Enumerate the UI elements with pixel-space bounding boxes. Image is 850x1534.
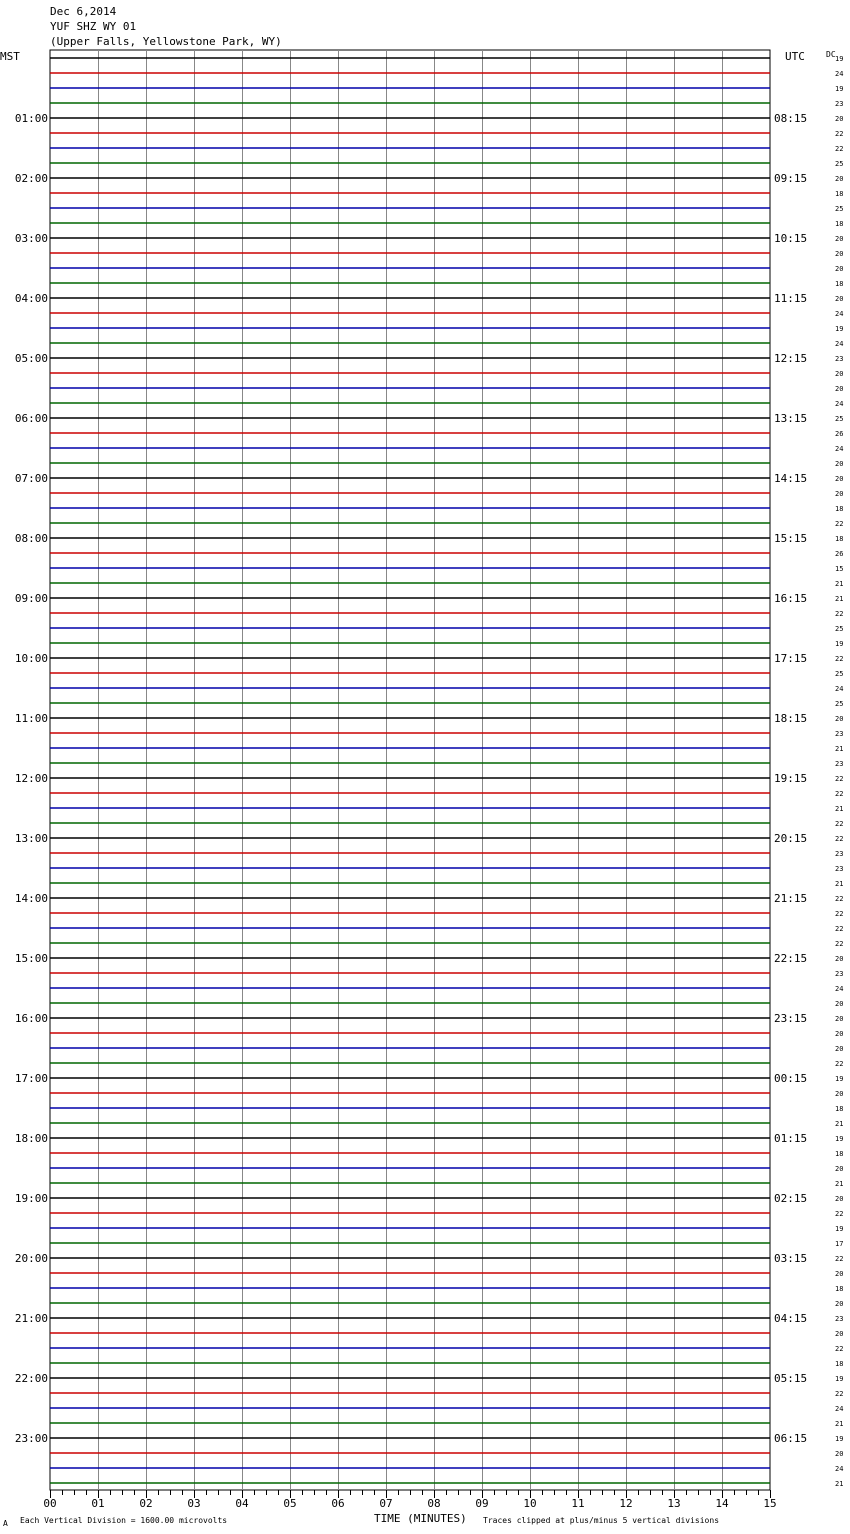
hour-label-mst: 20:00 — [14, 1252, 48, 1265]
hour-label-utc: 02:15 — [774, 1192, 808, 1205]
dc-offset-value: 25 — [835, 160, 844, 168]
dc-offset-value: 24 — [835, 340, 844, 348]
x-tick-label: 01 — [91, 1497, 105, 1510]
dc-offset-value: 25 — [835, 205, 844, 213]
dc-offset-value: 19 — [835, 1135, 844, 1143]
hour-label-utc: 01:15 — [774, 1132, 808, 1145]
dc-offset-value: 20 — [835, 1330, 844, 1338]
dc-offset-value: 26 — [835, 430, 844, 438]
dc-offset-value: 17 — [835, 1240, 844, 1248]
x-tick-label: 05 — [283, 1497, 297, 1510]
dc-offset-value: 24 — [835, 1405, 844, 1413]
dc-offset-value: 21 — [835, 1480, 844, 1488]
hour-label-mst: 21:00 — [14, 1312, 48, 1325]
dc-offset-value: 19 — [835, 1075, 844, 1083]
clip-note: Traces clipped at plus/minus 5 vertical divisions — [483, 1516, 720, 1525]
dc-offset-value: 20 — [835, 1165, 844, 1173]
dc-offset-value: 22 — [835, 1345, 844, 1353]
dc-offset-value: 20 — [835, 475, 844, 483]
x-tick-label: 02 — [139, 1497, 153, 1510]
dc-offset-value: 20 — [835, 1270, 844, 1278]
dc-offset-value: 20 — [835, 385, 844, 393]
hour-label-utc: 06:15 — [774, 1432, 808, 1445]
dc-offset-value: 23 — [835, 730, 844, 738]
x-tick-label: 10 — [523, 1497, 537, 1510]
dc-offset-value: 22 — [835, 1060, 844, 1068]
dc-offset-value: 19 — [835, 325, 844, 333]
dc-offset-value: 20 — [835, 235, 844, 243]
dc-offset-value: 20 — [835, 1300, 844, 1308]
dc-offset-value: 22 — [835, 610, 844, 618]
dc-offset-value: 18 — [835, 1285, 844, 1293]
dc-offset-value: 24 — [835, 1465, 844, 1473]
hour-label-mst: 19:00 — [14, 1192, 48, 1205]
x-tick-label: 09 — [475, 1497, 489, 1510]
dc-offset-value: 25 — [835, 700, 844, 708]
dc-offset-value: 22 — [835, 655, 844, 663]
dc-offset-value: 24 — [835, 70, 844, 78]
dc-offset-value: 20 — [835, 295, 844, 303]
dc-offset-value: 20 — [835, 1450, 844, 1458]
dc-offset-value: 20 — [835, 715, 844, 723]
x-tick-label: 12 — [619, 1497, 633, 1510]
x-tick-label: 15 — [763, 1497, 777, 1510]
dc-offset-value: 22 — [835, 775, 844, 783]
hour-label-mst: 11:00 — [14, 712, 48, 725]
dc-offset-value: 22 — [835, 145, 844, 153]
dc-offset-value: 18 — [835, 280, 844, 288]
record-date: Dec 6,2014 — [50, 5, 117, 18]
dc-offset-value: 20 — [835, 370, 844, 378]
dc-offset-value: 21 — [835, 1420, 844, 1428]
dc-offset-value: 23 — [835, 970, 844, 978]
x-tick-label: 11 — [571, 1497, 585, 1510]
dc-offset-value: 21 — [835, 880, 844, 888]
hour-label-utc: 09:15 — [774, 172, 808, 185]
hour-label-mst: 10:00 — [14, 652, 48, 665]
hour-label-utc: 22:15 — [774, 952, 808, 965]
dc-offset-value: 26 — [835, 550, 844, 558]
dc-offset-value: 18 — [835, 1360, 844, 1368]
dc-offset-value: 22 — [835, 820, 844, 828]
dc-offset-value: 22 — [835, 1210, 844, 1218]
dc-offset-value: 22 — [835, 835, 844, 843]
dc-offset-value: 20 — [835, 265, 844, 273]
dc-offset-value: 22 — [835, 895, 844, 903]
left-timezone-label: MST — [0, 50, 20, 63]
hour-label-mst: 12:00 — [14, 772, 48, 785]
dc-offset-value: 23 — [835, 1315, 844, 1323]
time-axis-title: TIME (MINUTES) — [374, 1512, 467, 1525]
hour-label-mst: 14:00 — [14, 892, 48, 905]
dc-offset-value: 19 — [835, 640, 844, 648]
dc-offset-value: 22 — [835, 925, 844, 933]
x-tick-label: 13 — [667, 1497, 681, 1510]
dc-offset-value: 20 — [835, 115, 844, 123]
dc-offset-value: 23 — [835, 850, 844, 858]
hour-label-mst: 08:00 — [14, 532, 48, 545]
dc-offset-value: 25 — [835, 670, 844, 678]
hour-label-utc: 21:15 — [774, 892, 808, 905]
dc-offset-value: 20 — [835, 250, 844, 258]
dc-offset-value: 19 — [835, 1375, 844, 1383]
dc-offset-value: 18 — [835, 1105, 844, 1113]
hour-label-mst: 23:00 — [14, 1432, 48, 1445]
hour-label-utc: 04:15 — [774, 1312, 808, 1325]
dc-offset-value: 22 — [835, 790, 844, 798]
hour-label-mst: 09:00 — [14, 592, 48, 605]
hour-label-utc: 00:15 — [774, 1072, 808, 1085]
dc-offset-value: 18 — [835, 505, 844, 513]
dc-offset-value: 24 — [835, 685, 844, 693]
hour-label-utc: 08:15 — [774, 112, 808, 125]
hour-label-utc: 10:15 — [774, 232, 808, 245]
x-tick-label: 06 — [331, 1497, 345, 1510]
dc-offset-value: 20 — [835, 1000, 844, 1008]
plot-frame — [50, 50, 770, 1490]
dc-offset-value: 20 — [835, 460, 844, 468]
hour-label-utc: 12:15 — [774, 352, 808, 365]
hour-label-utc: 18:15 — [774, 712, 808, 725]
dc-offset-value: 23 — [835, 760, 844, 768]
dc-offset-value: 18 — [835, 190, 844, 198]
x-tick-label: 00 — [43, 1497, 57, 1510]
dc-offset-value: 20 — [835, 1015, 844, 1023]
vertical-scale-note: Each Vertical Division = 1600.00 microvolts — [20, 1516, 228, 1525]
scale-mark: A — [3, 1519, 8, 1528]
hour-label-utc: 05:15 — [774, 1372, 808, 1385]
dc-offset-value: 19 — [835, 55, 844, 63]
dc-offset-value: 15 — [835, 565, 844, 573]
hour-label-utc: 17:15 — [774, 652, 808, 665]
dc-offset-value: 25 — [835, 625, 844, 633]
hour-label-mst: 22:00 — [14, 1372, 48, 1385]
right-timezone-label: UTC — [785, 50, 805, 63]
dc-offset-value: 21 — [835, 1120, 844, 1128]
dc-offset-header: DC — [826, 50, 836, 59]
hour-label-mst: 06:00 — [14, 412, 48, 425]
station-location: (Upper Falls, Yellowstone Park, WY) — [50, 35, 282, 48]
dc-offset-value: 23 — [835, 355, 844, 363]
hour-label-mst: 02:00 — [14, 172, 48, 185]
x-tick-label: 04 — [235, 1497, 249, 1510]
dc-offset-value: 20 — [835, 1030, 844, 1038]
dc-offset-value: 18 — [835, 1150, 844, 1158]
hour-label-mst: 16:00 — [14, 1012, 48, 1025]
x-tick-label: 08 — [427, 1497, 441, 1510]
hour-label-mst: 05:00 — [14, 352, 48, 365]
dc-offset-value: 22 — [835, 910, 844, 918]
dc-offset-value: 20 — [835, 1045, 844, 1053]
hour-label-mst: 07:00 — [14, 472, 48, 485]
hour-label-mst: 04:00 — [14, 292, 48, 305]
hour-label-utc: 19:15 — [774, 772, 808, 785]
dc-offset-value: 20 — [835, 175, 844, 183]
hour-label-utc: 23:15 — [774, 1012, 808, 1025]
hour-label-mst: 17:00 — [14, 1072, 48, 1085]
hour-label-utc: 14:15 — [774, 472, 808, 485]
hour-label-utc: 11:15 — [774, 292, 808, 305]
dc-offset-value: 25 — [835, 415, 844, 423]
dc-offset-value: 19 — [835, 85, 844, 93]
dc-offset-value: 24 — [835, 985, 844, 993]
hour-label-mst: 01:00 — [14, 112, 48, 125]
hour-label-utc: 15:15 — [774, 532, 808, 545]
x-tick-label: 07 — [379, 1497, 393, 1510]
hour-label-mst: 18:00 — [14, 1132, 48, 1145]
station-code: YUF SHZ WY 01 — [50, 20, 137, 33]
hour-label-utc: 20:15 — [774, 832, 808, 845]
hour-label-mst: 13:00 — [14, 832, 48, 845]
dc-offset-value: 22 — [835, 940, 844, 948]
x-tick-label: 14 — [715, 1497, 729, 1510]
dc-offset-value: 22 — [835, 520, 844, 528]
dc-offset-value: 21 — [835, 805, 844, 813]
hour-label-mst: 15:00 — [14, 952, 48, 965]
dc-offset-value: 24 — [835, 445, 844, 453]
hour-label-utc: 16:15 — [774, 592, 808, 605]
dc-offset-value: 18 — [835, 535, 844, 543]
dc-offset-value: 22 — [835, 1390, 844, 1398]
dc-offset-value: 20 — [835, 955, 844, 963]
dc-offset-value: 24 — [835, 400, 844, 408]
dc-offset-value: 22 — [835, 130, 844, 138]
hour-label-utc: 03:15 — [774, 1252, 808, 1265]
dc-offset-value: 21 — [835, 745, 844, 753]
hour-label-utc: 13:15 — [774, 412, 808, 425]
dc-offset-value: 21 — [835, 1180, 844, 1188]
hour-label-mst: 03:00 — [14, 232, 48, 245]
dc-offset-value: 18 — [835, 220, 844, 228]
x-tick-label: 03 — [187, 1497, 201, 1510]
dc-offset-value: 23 — [835, 100, 844, 108]
dc-offset-value: 22 — [835, 1255, 844, 1263]
dc-offset-value: 23 — [835, 865, 844, 873]
dc-offset-value: 20 — [835, 490, 844, 498]
dc-offset-value: 19 — [835, 1435, 844, 1443]
dc-offset-value: 21 — [835, 580, 844, 588]
dc-offset-value: 20 — [835, 1195, 844, 1203]
dc-offset-value: 24 — [835, 310, 844, 318]
dc-offset-value: 19 — [835, 1225, 844, 1233]
dc-offset-value: 20 — [835, 1090, 844, 1098]
dc-offset-value: 21 — [835, 595, 844, 603]
